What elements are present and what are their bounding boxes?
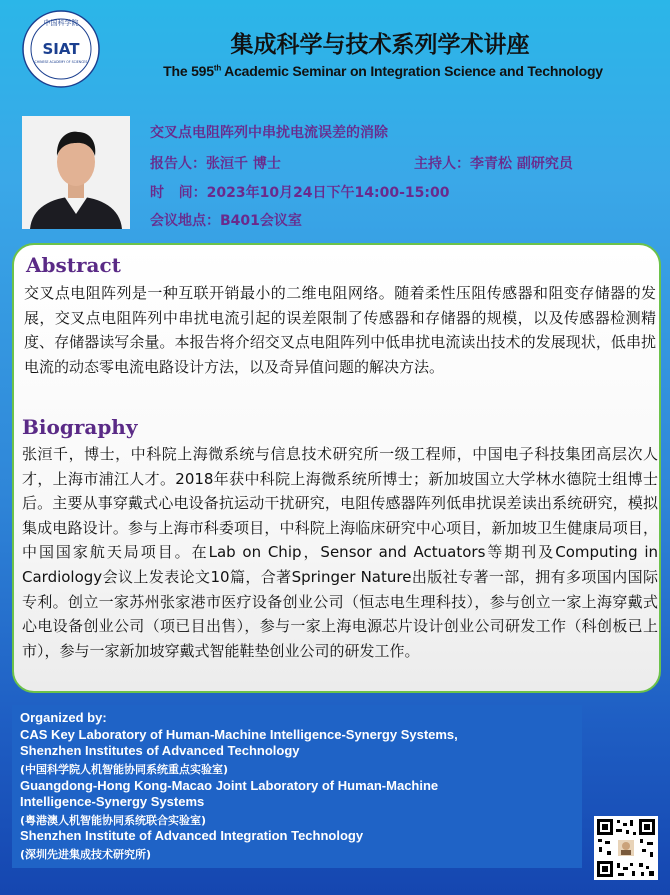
svg-text:SIAT: SIAT [42,40,80,58]
siat-logo [22,10,100,88]
svg-text:CHINESE ACADEMY OF SCIENCES: CHINESE ACADEMY OF SCIENCES [34,60,88,64]
organizers-panel [12,705,582,868]
seminar-title-en: The 595th Academic Seminar on Integration Science and Technology [163,63,603,79]
organizer-line: (粤港澳人机智能协同系统联合实验室) [20,814,207,827]
organizer-line: Intelligence-Synergy Systems [20,794,205,809]
organizer-line: CAS Key Laboratory of Human-Machine Intelligence-Synergy Systems, [20,727,458,742]
seminar-title-cn: 集成科学与技术系列学术讲座 [230,32,530,58]
speaker-photo [22,116,130,229]
talk-title: 交叉点电阻阵列中串扰电流误差的消除 [150,125,388,141]
speaker-info: 报告人：张洹千 博士 [150,156,281,172]
organizer-line: Shenzhen Institutes of Advanced Technology [20,743,300,758]
svg-text:中国科学院: 中国科学院 [43,19,79,27]
abstract-text: 交叉点电阻阵列是一种互联开销最小的二维电阻网络。随着柔性压阻传感器和阻变存储器的发展，交叉点电阻阵列中串扰电流引起的误差限制了传感器和存储器的规模，以及传感器检测精度、存储器读写余量。本报告将介绍交叉点电阻阵列中低串扰电流读出技术的发展现状，低串扰电流的动态零电流电路设计方法，以及奇异值问题的解决方法。 [24,284,656,376]
venue-info: 会议地点：B401会议室 [150,213,302,229]
host-info: 主持人：李青松 副研究员 [414,156,573,172]
time-info: 时 间：2023年10月24日下午14:00-15:00 [150,185,450,201]
abstract-heading: Abstract [26,253,121,277]
organizer-line: Guangdong-Hong Kong-Macao Joint Laboratory of Human-Machine [20,778,439,793]
organizers-label: Organized by: [20,710,107,725]
content-panel [12,243,661,693]
organizer-line: (中国科学院人机智能协同系统重点实验室) [20,763,229,776]
biography-heading: Biography [22,415,138,439]
organizer-line: (深圳先进集成技术研究所) [20,848,152,861]
biography-text: 张洹千，博士，中科院上海微系统与信息技术研究所一级工程师，中国电子科技集团高层次人才，上海市浦江人才。2018年获中科院上海微系统所博士；新加坡国立大学林水德院士组博士后。主要从事穿戴式心电设备抗运动干扰研究，电阻传感器阵列低串扰误差读出系统研究，模拟集成电路设计。参与上海市科委项目，中科院上海临床研究中心项目，新加坡卫生健康局项目，中国国家航天局项目。在Lab on Chip，Sensor and Actuators等期刊及Computing in Cardiology会议上发表论文10篇，合著Springer Nature出版社专著一部，拥有多项国内国际专利。创立一家苏州张家港市医疗设备创业公司（恒志电生理科技），参与创立一家上海穿戴式心电设备创业公司（项已目出售），参与一家上海电源芯片设计创业公司研发工作（科创板已上市），参与一家新加坡穿戴式智能鞋垫创业公司的研发工作。 [22,445,658,660]
qr-code-icon [594,816,658,880]
organizer-line: Shenzhen Institute of Advanced Integration Technology [20,828,364,843]
